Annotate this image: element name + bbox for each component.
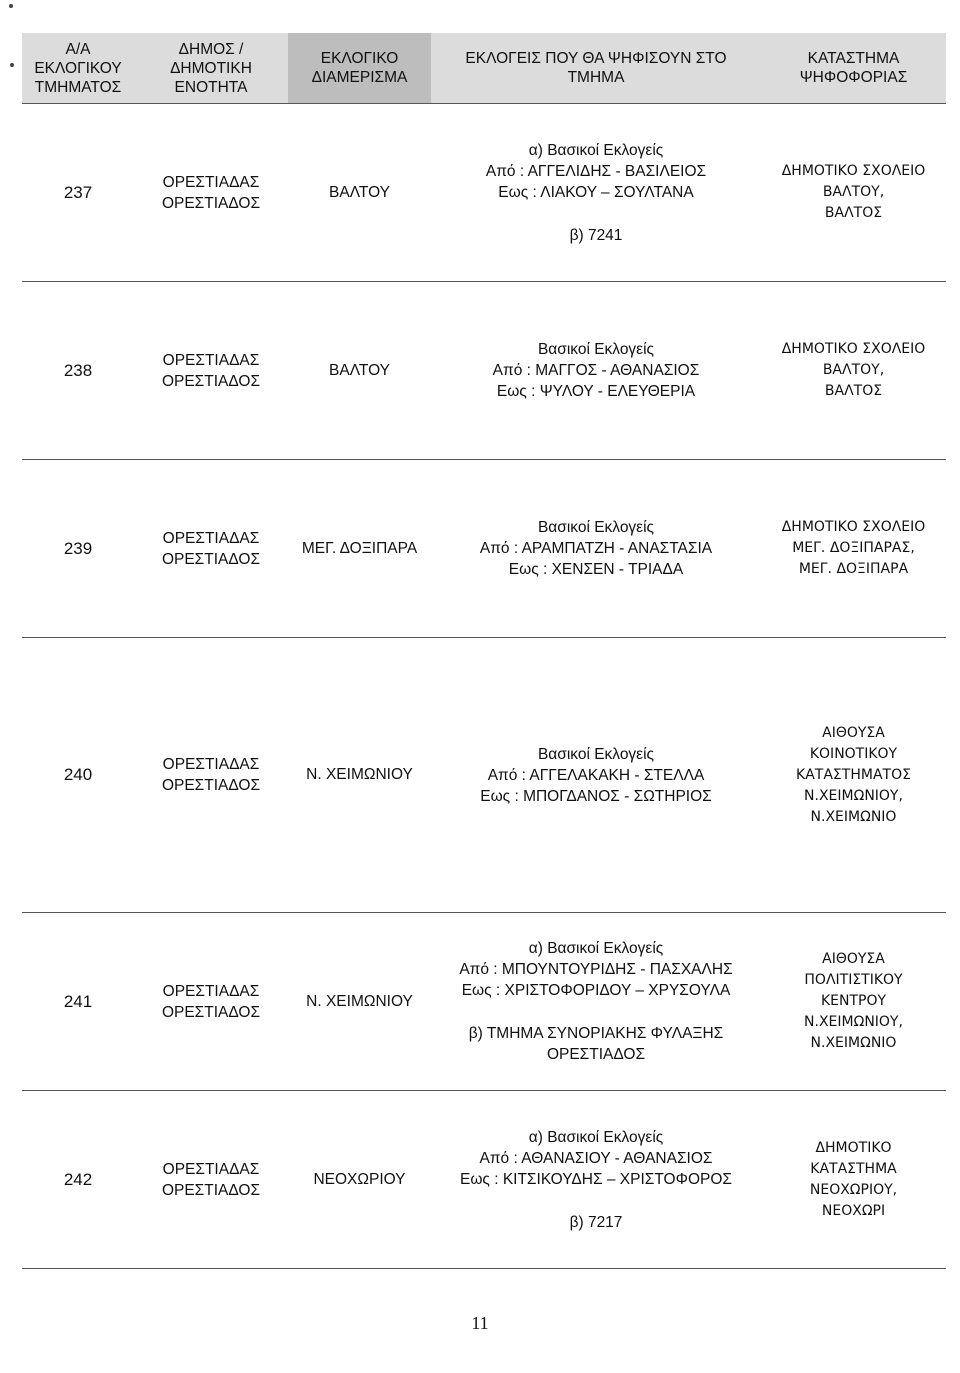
voters-cell xyxy=(431,913,761,1091)
cell-line: ΚΑΤΑΣΤΗΜΑ xyxy=(810,1160,897,1177)
scan-speck xyxy=(9,4,13,8)
municipality-cell xyxy=(134,1091,288,1269)
cell-line: Από : ΜΑΓΓΟΣ - ΑΘΑΝΑΣΙΟΣ xyxy=(492,362,700,379)
cell-line: ΒΑΛΤΟΥ, xyxy=(822,362,885,378)
header-diamerisma xyxy=(288,33,431,104)
cell-line xyxy=(435,1001,757,1023)
cell-line: Εως : ΧΡΙΣΤΟΦΟΡΙΔΟΥ – ΧΡΥΣΟΥΛΑ xyxy=(461,982,731,999)
cell-line: α) Βασικοί Εκλογείς xyxy=(528,940,664,957)
cell-line: ΟΡΕΣΤΙΑΔΟΣ xyxy=(161,777,261,794)
table-row xyxy=(22,104,946,282)
cell-line: Από : ΑΓΓΕΛΑΚΑΚΗ - ΣΤΕΛΛΑ xyxy=(487,766,705,784)
cell-line: Από : ΑΘΑΝΑΣΙΟΥ - ΑΘΑΝΑΣΙΟΣ xyxy=(479,1149,713,1167)
cell-line: Εως : ΧΕΝΣΕΝ - ΤΡΙΑΔΑ xyxy=(508,561,684,578)
cell-line: ΒΑΛΤΟΥ, xyxy=(822,184,885,200)
cell-line: ΤΜΗΜΑ xyxy=(567,69,625,86)
district-cell: ΜΕΓ. ΔΟΞΙΠΑΡΑ xyxy=(288,460,431,638)
cell-line: ΚΕΝΤΡΟΥ xyxy=(820,993,887,1009)
cell-line: ΤΜΗΜΑΤΟΣ xyxy=(34,78,122,96)
cell-line xyxy=(435,1190,757,1212)
section-number: 240 xyxy=(22,638,134,913)
cell-line: ΟΡΕΣΤΙΑΔΑΣ xyxy=(162,1160,260,1178)
voters-cell xyxy=(431,1091,761,1269)
cell-line: ΔΗΜΟΣ / xyxy=(178,40,244,58)
cell-line: Από : ΑΓΓΕΛΙΔΗΣ - ΒΑΣΙΛΕΙΟΣ xyxy=(485,162,707,180)
cell-line: ΜΕΓ. ΔΟΞΙΠΑΡΑΣ, xyxy=(792,540,915,556)
table-header-row xyxy=(22,33,946,104)
table-row xyxy=(22,638,946,913)
cell-line: Εως : ΛΙΑΚΟΥ – ΣΟΥΛΤΑΝΑ xyxy=(498,183,694,201)
district-cell: Ν. ΧΕΙΜΩΝΙΟΥ xyxy=(288,913,431,1091)
cell-line: Βασικοί Εκλογείς xyxy=(537,745,655,763)
cell-line: ΔΗΜΟΤΙΚΗ xyxy=(170,59,252,77)
section-number: 242 xyxy=(22,1091,134,1269)
polling-stations-table xyxy=(22,33,946,1269)
cell-line: ΟΡΕΣΤΙΑΔΑΣ xyxy=(162,173,260,191)
cell-line: Ν.ΧΕΙΜΩΝΙΟΥ, xyxy=(804,787,903,804)
cell-line: ΟΡΕΣΤΙΑΔΟΣ xyxy=(161,1181,261,1199)
section-number: 241 xyxy=(22,913,134,1091)
cell-line: ΚΑΤΑΣΤΗΜΑΤΟΣ xyxy=(796,766,911,783)
municipality-cell xyxy=(134,460,288,638)
cell-line: Εως : ΨΥΛΟΥ - ΕΛΕΥΘΕΡΙΑ xyxy=(496,383,696,400)
section-number: 238 xyxy=(22,282,134,460)
cell-line: ΟΡΕΣΤΙΑΔΟΣ xyxy=(161,550,261,568)
polling-place-cell xyxy=(761,104,946,282)
table-row xyxy=(22,282,946,460)
section-number: 237 xyxy=(22,104,134,282)
cell-line: ΟΡΕΣΤΙΑΔΟΣ xyxy=(161,1003,261,1021)
cell-line: α) Βασικοί Εκλογείς xyxy=(528,141,664,159)
cell-line: Α/Α xyxy=(65,40,91,58)
cell-line: ΕΚΛΟΓΙΚΟ xyxy=(320,50,399,67)
municipality-cell xyxy=(134,913,288,1091)
cell-line: β) 7241 xyxy=(569,226,623,244)
voters-cell xyxy=(431,104,761,282)
municipality-cell xyxy=(134,282,288,460)
district-cell: ΝΕΟΧΩΡΙΟΥ xyxy=(288,1091,431,1269)
table-row xyxy=(22,1091,946,1269)
cell-line: Από : ΜΠΟΥΝΤΟΥΡΙΔΗΣ - ΠΑΣΧΑΛΗΣ xyxy=(459,961,733,978)
cell-line: ΟΡΕΣΤΙΑΔΟΣ xyxy=(161,372,261,390)
cell-line: ΕΚΛΟΓΙΚΟΥ xyxy=(34,59,122,77)
cell-line: Βασικοί Εκλογείς xyxy=(537,341,655,358)
cell-line: Ν.ΧΕΙΜΩΝΙΟΥ, xyxy=(804,1014,903,1030)
polling-place-cell xyxy=(761,460,946,638)
polling-place-cell xyxy=(761,913,946,1091)
cell-line xyxy=(435,203,757,225)
voters-cell xyxy=(431,460,761,638)
cell-line: ΟΡΕΣΤΙΑΔΑΣ xyxy=(162,982,260,1000)
cell-line: ΨΗΦΟΦΟΡΙΑΣ xyxy=(799,69,908,86)
section-number: 239 xyxy=(22,460,134,638)
cell-line: ΔΗΜΟΤΙΚΟ ΣΧΟΛΕΙΟ xyxy=(781,341,926,357)
cell-line: ΔΙΑΜΕΡΙΣΜΑ xyxy=(311,69,408,86)
cell-line: α) Βασικοί Εκλογείς xyxy=(528,1128,664,1146)
header-dimos xyxy=(134,33,288,104)
cell-line: ΑΙΘΟΥΣΑ xyxy=(822,951,885,967)
cell-line: Ν.ΧΕΙΜΩΝΙΟ xyxy=(810,1035,897,1051)
cell-line: ΟΡΕΣΤΙΑΔΑΣ xyxy=(162,351,260,369)
cell-line: ΚΟΙΝΟΤΙΚΟΥ xyxy=(809,745,898,762)
cell-line: ΑΙΘΟΥΣΑ xyxy=(822,724,885,741)
polling-place-cell xyxy=(761,282,946,460)
cell-line: Ν.ΧΕΙΜΩΝΙΟ xyxy=(810,808,897,825)
cell-line: ΔΗΜΟΤΙΚΟ ΣΧΟΛΕΙΟ xyxy=(781,519,926,535)
polling-place-cell xyxy=(761,1091,946,1269)
cell-line: Από : ΑΡΑΜΠΑΤΖΗ - ΑΝΑΣΤΑΣΙΑ xyxy=(479,540,713,557)
cell-line: ΚΑΤΑΣΤΗΜΑ xyxy=(807,50,900,67)
cell-line: ΔΗΜΟΤΙΚΟ xyxy=(815,1139,892,1156)
cell-line: ΒΑΛΤΟΣ xyxy=(824,205,883,221)
voters-cell xyxy=(431,282,761,460)
cell-line: ΜΕΓ. ΔΟΞΙΠΑΡΑ xyxy=(798,561,909,577)
district-cell: ΒΑΛΤΟΥ xyxy=(288,104,431,282)
cell-line: Εως : ΜΠΟΓΔΑΝΟΣ - ΣΩΤΗΡΙΟΣ xyxy=(480,787,712,805)
cell-line: ΕΝΟΤΗΤΑ xyxy=(174,78,248,96)
cell-line: ΝΕΟΧΩΡΙΟΥ, xyxy=(809,1181,898,1198)
cell-line: β) 7217 xyxy=(569,1213,623,1231)
cell-line: ΟΡΕΣΤΙΑΔΑΣ xyxy=(162,756,260,773)
cell-line: Εως : ΚΙΤΣΙΚΟΥΔΗΣ – ΧΡΙΣΤΟΦΟΡΟΣ xyxy=(459,1170,732,1188)
cell-line: ΕΚΛΟΓΕΙΣ ΠΟΥ ΘΑ ΨΗΦΙΣΟΥΝ ΣΤΟ xyxy=(465,50,727,67)
cell-line: ΟΡΕΣΤΙΑΔΟΣ xyxy=(546,1046,646,1063)
table-row xyxy=(22,460,946,638)
cell-line: ΟΡΕΣΤΙΑΔΟΣ xyxy=(161,194,261,212)
cell-line: ΠΟΛΙΤΙΣΤΙΚΟΥ xyxy=(804,972,903,988)
municipality-cell xyxy=(134,638,288,913)
page-number: 11 xyxy=(471,1313,489,1333)
cell-line: ΔΗΜΟΤΙΚΟ ΣΧΟΛΕΙΟ xyxy=(781,163,926,179)
polling-place-cell xyxy=(761,638,946,913)
cell-line: β) ΤΜΗΜΑ ΣΥΝΟΡΙΑΚΗΣ ΦΥΛΑΞΗΣ xyxy=(468,1025,724,1042)
header-ekloges xyxy=(431,33,761,104)
district-cell: Ν. ΧΕΙΜΩΝΙΟΥ xyxy=(288,638,431,913)
header-aa xyxy=(22,33,134,104)
cell-line: Βασικοί Εκλογείς xyxy=(537,519,655,536)
header-katastima xyxy=(761,33,946,104)
district-cell: ΒΑΛΤΟΥ xyxy=(288,282,431,460)
voters-cell xyxy=(431,638,761,913)
municipality-cell xyxy=(134,104,288,282)
cell-line: ΒΑΛΤΟΣ xyxy=(824,383,883,399)
cell-line: ΝΕΟΧΩΡΙ xyxy=(821,1202,886,1219)
table-row xyxy=(22,913,946,1091)
cell-line: ΟΡΕΣΤΙΑΔΑΣ xyxy=(162,529,260,547)
scan-speck xyxy=(10,63,14,67)
